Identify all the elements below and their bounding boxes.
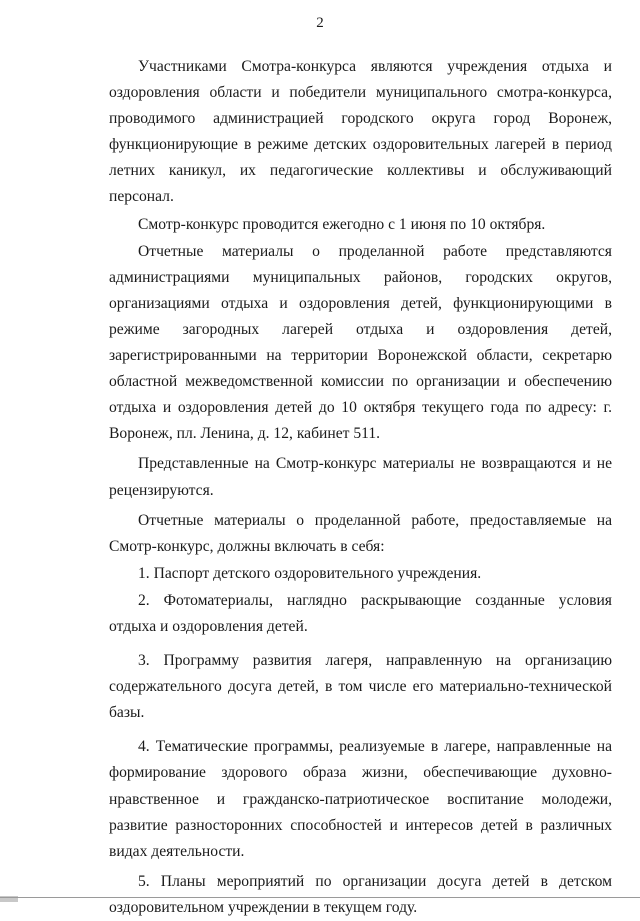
list-item-photos: 2. Фотоматериалы, наглядно раскрывающие созданные условия отдыха и оздоровления детей. xyxy=(109,591,612,635)
paragraph-submission: Отчетные материалы о проделанной работе представляются администрациями муниципальных районов, городских округов, организациями отдыха и оздоровления детей, функционирующими в режиме загородных лагерей отдыха и оздоровления детей, зарегистрированными на территории Воронежской области, секретарю областной межведомственной комиссии по организации и обеспечению отдыха и оздоровления детей до 10 октября текущего года по адресу: г. Воронеж, пл. Ленина, д. 12, кабинет 511. xyxy=(109,242,612,443)
paragraph-schedule: Смотр-конкурс проводится ежегодно с 1 июня по 10 октября. xyxy=(138,215,546,233)
bottom-edge-line xyxy=(0,897,640,898)
paragraph-participants: Участниками Смотра-конкурса являются учреждения отдыха и оздоровления области и победители муниципального смотра-конкурса, проводимого администрацией городского округа город Воронеж, функционирующие в режиме детских оздоровительных лагерей в период летних каникул, их педагогические коллективы и обслуживающий персонал. xyxy=(109,58,612,206)
paragraph-contents-intro: Отчетные материалы о проделанной работе, предоставляемые на Смотр-конкурс, должны включать в себя: xyxy=(109,511,612,555)
list-item-development-program: 3. Программу развития лагеря, направленную на организацию содержательного досуга детей, в том числе его материально-технической базы. xyxy=(109,652,612,722)
page-number: 2 xyxy=(316,15,324,31)
list-item-passport: 1. Паспорт детского оздоровительного учреждения. xyxy=(138,564,482,582)
list-item-thematic-programs: 4. Тематические программы, реализуемые в лагере, направленные на формирование здорового образа жизни, обеспечивающие духовно-нравственное и гражданско-патриотическое воспитание молодежи, развитие разносторонних способностей и интересов детей в различных видах деятельности. xyxy=(109,738,612,860)
paragraph-no-return: Представленные на Смотр-конкурс материалы не возвращаются и не рецензируются. xyxy=(109,455,612,499)
list-item-event-plans: 5. Планы мероприятий по организации досуга детей в детском оздоровительном учреждении в текущем году. xyxy=(109,872,612,916)
document-body xyxy=(109,54,612,921)
